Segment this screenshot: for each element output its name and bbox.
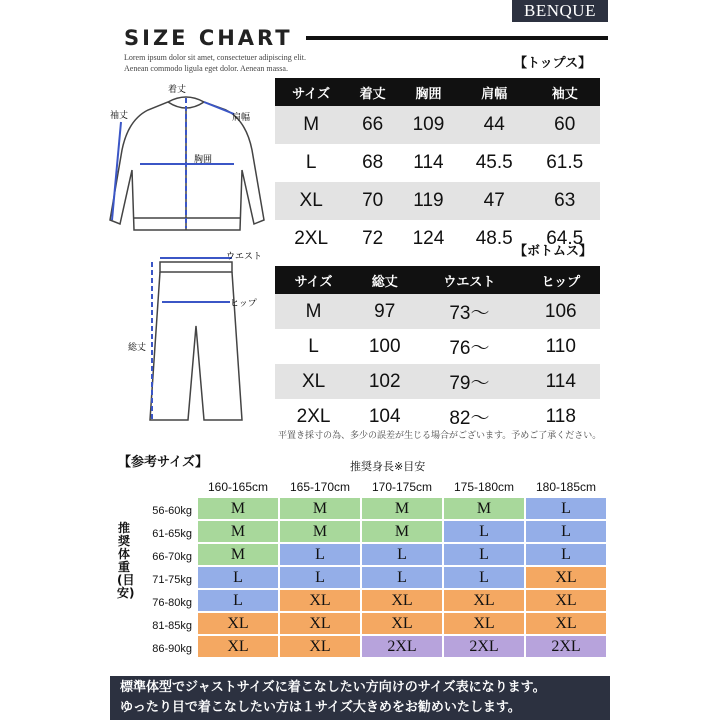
weight-labels	[140, 500, 192, 661]
pants-total-label: 総丈	[128, 343, 147, 353]
table-row	[275, 329, 600, 364]
jacket-sleeve-label: 袖丈	[110, 111, 129, 121]
grid-cell: XL	[526, 590, 606, 611]
grid-cell: XL	[198, 613, 278, 634]
pants-waist-label: ウエスト	[226, 252, 263, 262]
table-cell: 104	[352, 399, 417, 434]
grid-row	[198, 590, 606, 611]
table-cell: 119	[398, 182, 459, 220]
weight-label: 61-65kg	[152, 528, 192, 540]
footer-banner	[110, 676, 610, 720]
grid-cell: L	[362, 567, 442, 588]
table-cell: 70	[347, 182, 398, 220]
table-cell: 97	[352, 294, 417, 329]
grid-cell: XL	[526, 613, 606, 634]
table-header: 肩幅	[459, 78, 530, 106]
grid-cell: M	[444, 498, 524, 519]
jacket-chest-label: 胸囲	[194, 155, 213, 165]
table-header: サイズ	[275, 78, 347, 106]
table-cell: 60	[529, 106, 600, 144]
measurement-note: 平置き採寸の為、多少の誤差が生じる場合がございます。予めご了承ください。	[278, 431, 602, 441]
tops-section-title: 【トップス】	[514, 56, 592, 71]
table-cell: 73〜	[417, 294, 521, 329]
table-cell: XL	[275, 182, 347, 220]
tops-table	[275, 78, 600, 258]
bottoms-section-title: 【ボトムス】	[514, 244, 593, 259]
grid-cell: L	[280, 567, 360, 588]
grid-row	[198, 544, 606, 565]
table-cell: L	[275, 144, 347, 182]
weight-axis-label: 推奨体重(目安)	[117, 521, 135, 600]
grid-cell: XL	[362, 613, 442, 634]
table-header: サイズ	[275, 266, 352, 294]
grid-cell: 2XL	[362, 636, 442, 657]
grid-cell: M	[362, 498, 442, 519]
table-row	[275, 182, 600, 220]
weight-label: 71-75kg	[152, 574, 192, 586]
table-cell: 66	[347, 106, 398, 144]
table-cell: M	[275, 294, 352, 329]
grid-cell: XL	[280, 590, 360, 611]
table-cell: M	[275, 106, 347, 144]
table-cell: 76〜	[417, 329, 521, 364]
banner-line: ゆったり目で着こなしたい方は１サイズ大きめをお勧めいたします。	[120, 700, 521, 715]
table-header: 総丈	[352, 266, 417, 294]
table-cell: 118	[522, 399, 600, 434]
grid-cell: XL	[444, 590, 524, 611]
table-cell: 110	[522, 329, 600, 364]
table-cell: 68	[347, 144, 398, 182]
pants-hip-label: ヒップ	[230, 299, 257, 309]
grid-cell: L	[526, 544, 606, 565]
jacket-length-label: 着丈	[168, 85, 187, 95]
grid-cell: 2XL	[444, 636, 524, 657]
table-cell: 61.5	[529, 144, 600, 182]
table-header: ヒップ	[522, 266, 600, 294]
table-cell: 79〜	[417, 364, 521, 399]
page-title: SIZE CHART	[124, 26, 293, 50]
table-cell: 109	[398, 106, 459, 144]
table-header: 胸囲	[398, 78, 459, 106]
grid-row	[198, 567, 606, 588]
bottoms-table	[275, 266, 600, 434]
grid-cell: L	[526, 498, 606, 519]
height-label: 180-185cm	[535, 480, 597, 494]
jacket-diagram	[106, 80, 276, 250]
height-label: 175-180cm	[453, 480, 515, 494]
grid-cell: M	[362, 521, 442, 542]
grid-cell: XL	[198, 636, 278, 657]
table-cell: L	[275, 329, 352, 364]
grid-cell: L	[198, 567, 278, 588]
reference-grid	[196, 476, 608, 659]
table-cell: 64.5	[529, 220, 600, 258]
grid-cell: M	[198, 544, 278, 565]
grid-cell: L	[362, 544, 442, 565]
grid-cell: L	[444, 567, 524, 588]
table-cell: 82〜	[417, 399, 521, 434]
weight-label: 86-90kg	[152, 643, 192, 655]
pants-diagram	[126, 248, 286, 438]
table-row	[275, 364, 600, 399]
grid-row	[198, 521, 606, 542]
grid-cell: XL	[280, 613, 360, 634]
table-cell: 48.5	[459, 220, 530, 258]
table-cell: 45.5	[459, 144, 530, 182]
table-header-row	[275, 78, 600, 106]
grid-cell: L	[444, 544, 524, 565]
grid-cell: M	[198, 498, 278, 519]
grid-cell: L	[198, 590, 278, 611]
height-label: 160-165cm	[207, 480, 269, 494]
table-cell: 2XL	[275, 220, 347, 258]
grid-cell: M	[198, 521, 278, 542]
lorem-line: Aenean commodo ligula eget dolor. Aenean massa.	[124, 64, 288, 73]
grid-cell: 2XL	[526, 636, 606, 657]
table-cell: 100	[352, 329, 417, 364]
table-cell: 106	[522, 294, 600, 329]
grid-cell: XL	[280, 636, 360, 657]
table-cell: 102	[352, 364, 417, 399]
weight-label: 81-85kg	[152, 620, 192, 632]
table-cell: 44	[459, 106, 530, 144]
reference-section-title: 【参考サイズ】	[118, 455, 208, 470]
table-cell: 114	[398, 144, 459, 182]
grid-cell: XL	[362, 590, 442, 611]
lorem-text	[124, 52, 384, 74]
height-header-row	[198, 478, 606, 496]
table-cell: 2XL	[275, 399, 352, 434]
grid-cell: L	[526, 521, 606, 542]
table-row	[275, 294, 600, 329]
grid-row	[198, 636, 606, 657]
height-axis-label: 推奨身長※目安	[350, 460, 426, 473]
table-header-row	[275, 266, 600, 294]
weight-label: 56-60kg	[152, 505, 192, 517]
table-cell: 72	[347, 220, 398, 258]
table-cell: 47	[459, 182, 530, 220]
table-header: 袖丈	[529, 78, 600, 106]
table-cell: 114	[522, 364, 600, 399]
table-header: ウエスト	[417, 266, 521, 294]
table-cell: 63	[529, 182, 600, 220]
height-label: 165-170cm	[289, 480, 351, 494]
table-header: 着丈	[347, 78, 398, 106]
grid-row	[198, 613, 606, 634]
grid-cell: L	[280, 544, 360, 565]
grid-cell: L	[444, 521, 524, 542]
banner-line: 標準体型でジャストサイズに着こなしたい方向けのサイズ表になります。	[120, 680, 546, 695]
grid-row	[198, 498, 606, 519]
grid-cell: XL	[526, 567, 606, 588]
height-label: 170-175cm	[371, 480, 433, 494]
grid-cell: XL	[444, 613, 524, 634]
grid-cell: M	[280, 521, 360, 542]
lorem-line: Lorem ipsum dolor sit amet, consectetuer adipiscing elit.	[124, 53, 306, 62]
weight-label: 66-70kg	[152, 551, 192, 563]
table-cell: 124	[398, 220, 459, 258]
brand-logo: BENQUE	[512, 0, 608, 22]
title-divider	[306, 36, 608, 40]
weight-label: 76-80kg	[152, 597, 192, 609]
table-row	[275, 106, 600, 144]
table-cell: XL	[275, 364, 352, 399]
grid-cell: M	[280, 498, 360, 519]
jacket-shoulder-label: 肩幅	[232, 113, 251, 123]
table-row	[275, 144, 600, 182]
